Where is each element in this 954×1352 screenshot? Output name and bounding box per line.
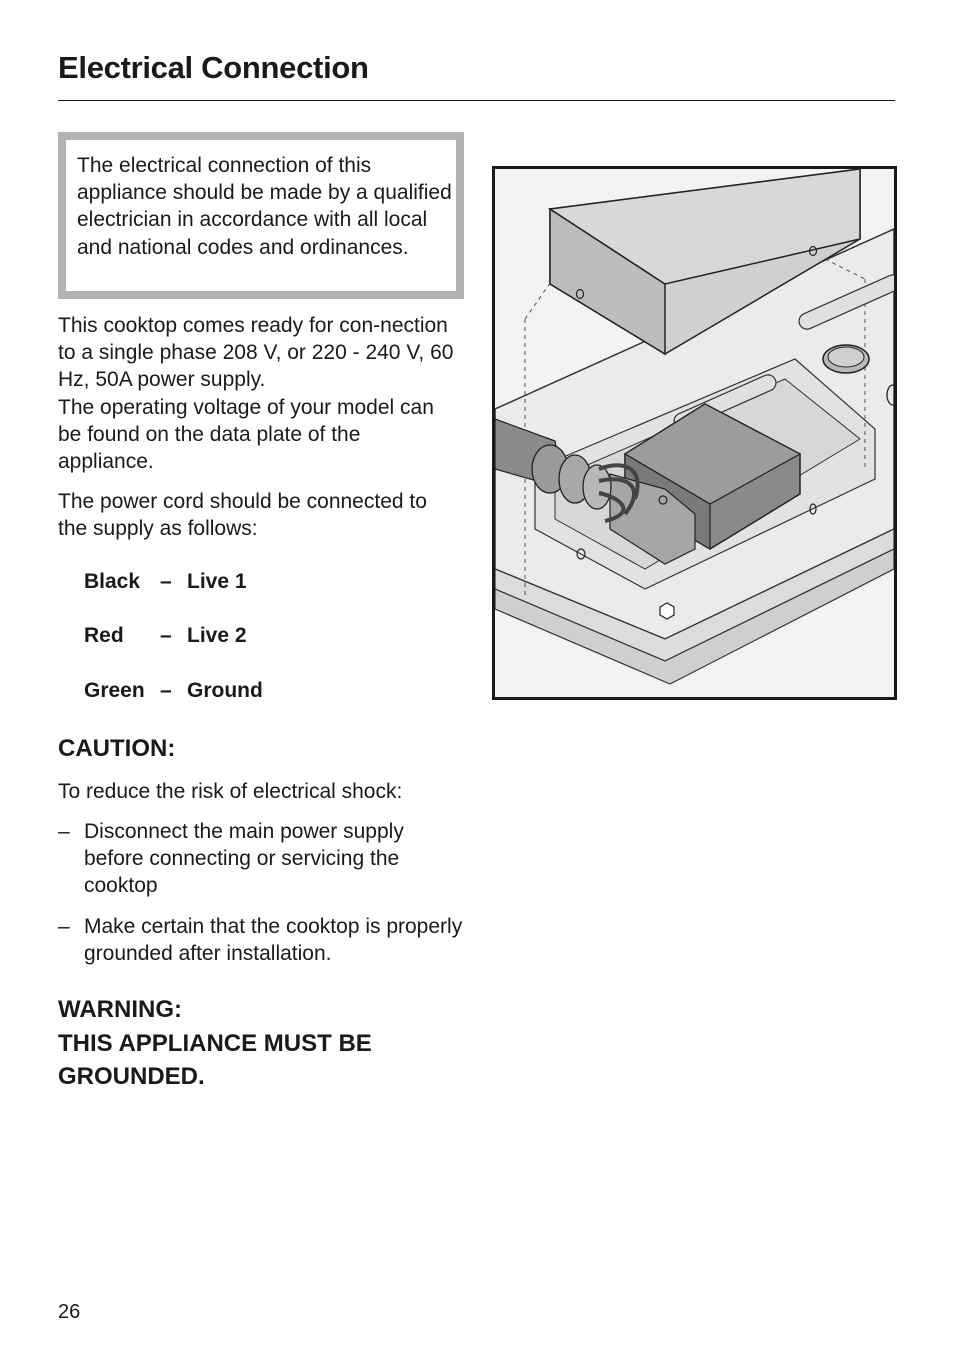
page-number: 26 xyxy=(58,1301,81,1323)
title-divider xyxy=(58,100,895,101)
page-title: Electrical Connection xyxy=(58,50,369,85)
warning-heading xyxy=(58,993,372,1094)
connection-text: The power cord should be connected to the supply as follows: xyxy=(58,490,427,541)
wire-terminal: Live 1 xyxy=(187,570,247,593)
caution-intro xyxy=(58,778,458,805)
supply-paragraph xyxy=(58,312,458,475)
wire-color: Green xyxy=(84,679,145,702)
cooktop-junction-box-illustration xyxy=(495,169,894,697)
notice-box xyxy=(58,132,464,299)
wire-color: Red xyxy=(84,624,124,647)
wire-color: Black xyxy=(84,570,141,593)
wiring-row-green xyxy=(84,679,263,703)
wire-dash: – xyxy=(160,679,172,702)
wire-terminal: Ground xyxy=(187,679,263,702)
warning-line: WARNING: xyxy=(58,996,182,1023)
warning-line: THIS APPLIANCE MUST BE xyxy=(58,1029,372,1057)
bullet-dash: – xyxy=(58,915,70,938)
connection-paragraph xyxy=(58,488,458,542)
wire-dash: – xyxy=(160,570,172,593)
supply-text: This cooktop comes ready for con-nection to a single phase 208 V, or 220 - 240 V, 60 Hz, 50A power supply. xyxy=(58,314,454,392)
warning-line: GROUNDED. xyxy=(58,1063,205,1090)
caution-intro-text: To reduce the risk of electrical shock: xyxy=(58,780,403,803)
wiring-illustration xyxy=(492,166,897,700)
wire-terminal: Live 2 xyxy=(187,624,247,647)
caution-item-text: Make certain that the cooktop is properly grounded after installation. xyxy=(84,915,463,966)
wire-dash: – xyxy=(160,624,172,647)
notice-text: The electrical connection of this appliance should be made by a qualified electrician in accordance with all local and national codes and ordinances. xyxy=(77,154,452,259)
voltage-text: The operating voltage of your model can be found on the data plate of the appliance. xyxy=(58,395,434,474)
bullet-dash: – xyxy=(58,820,70,843)
caution-item-text: Disconnect the main power supply before connecting or servicing the cooktop xyxy=(84,820,404,898)
wiring-row-black xyxy=(84,570,247,594)
caution-heading: CAUTION: xyxy=(58,735,176,762)
wiring-row-red xyxy=(84,624,247,648)
